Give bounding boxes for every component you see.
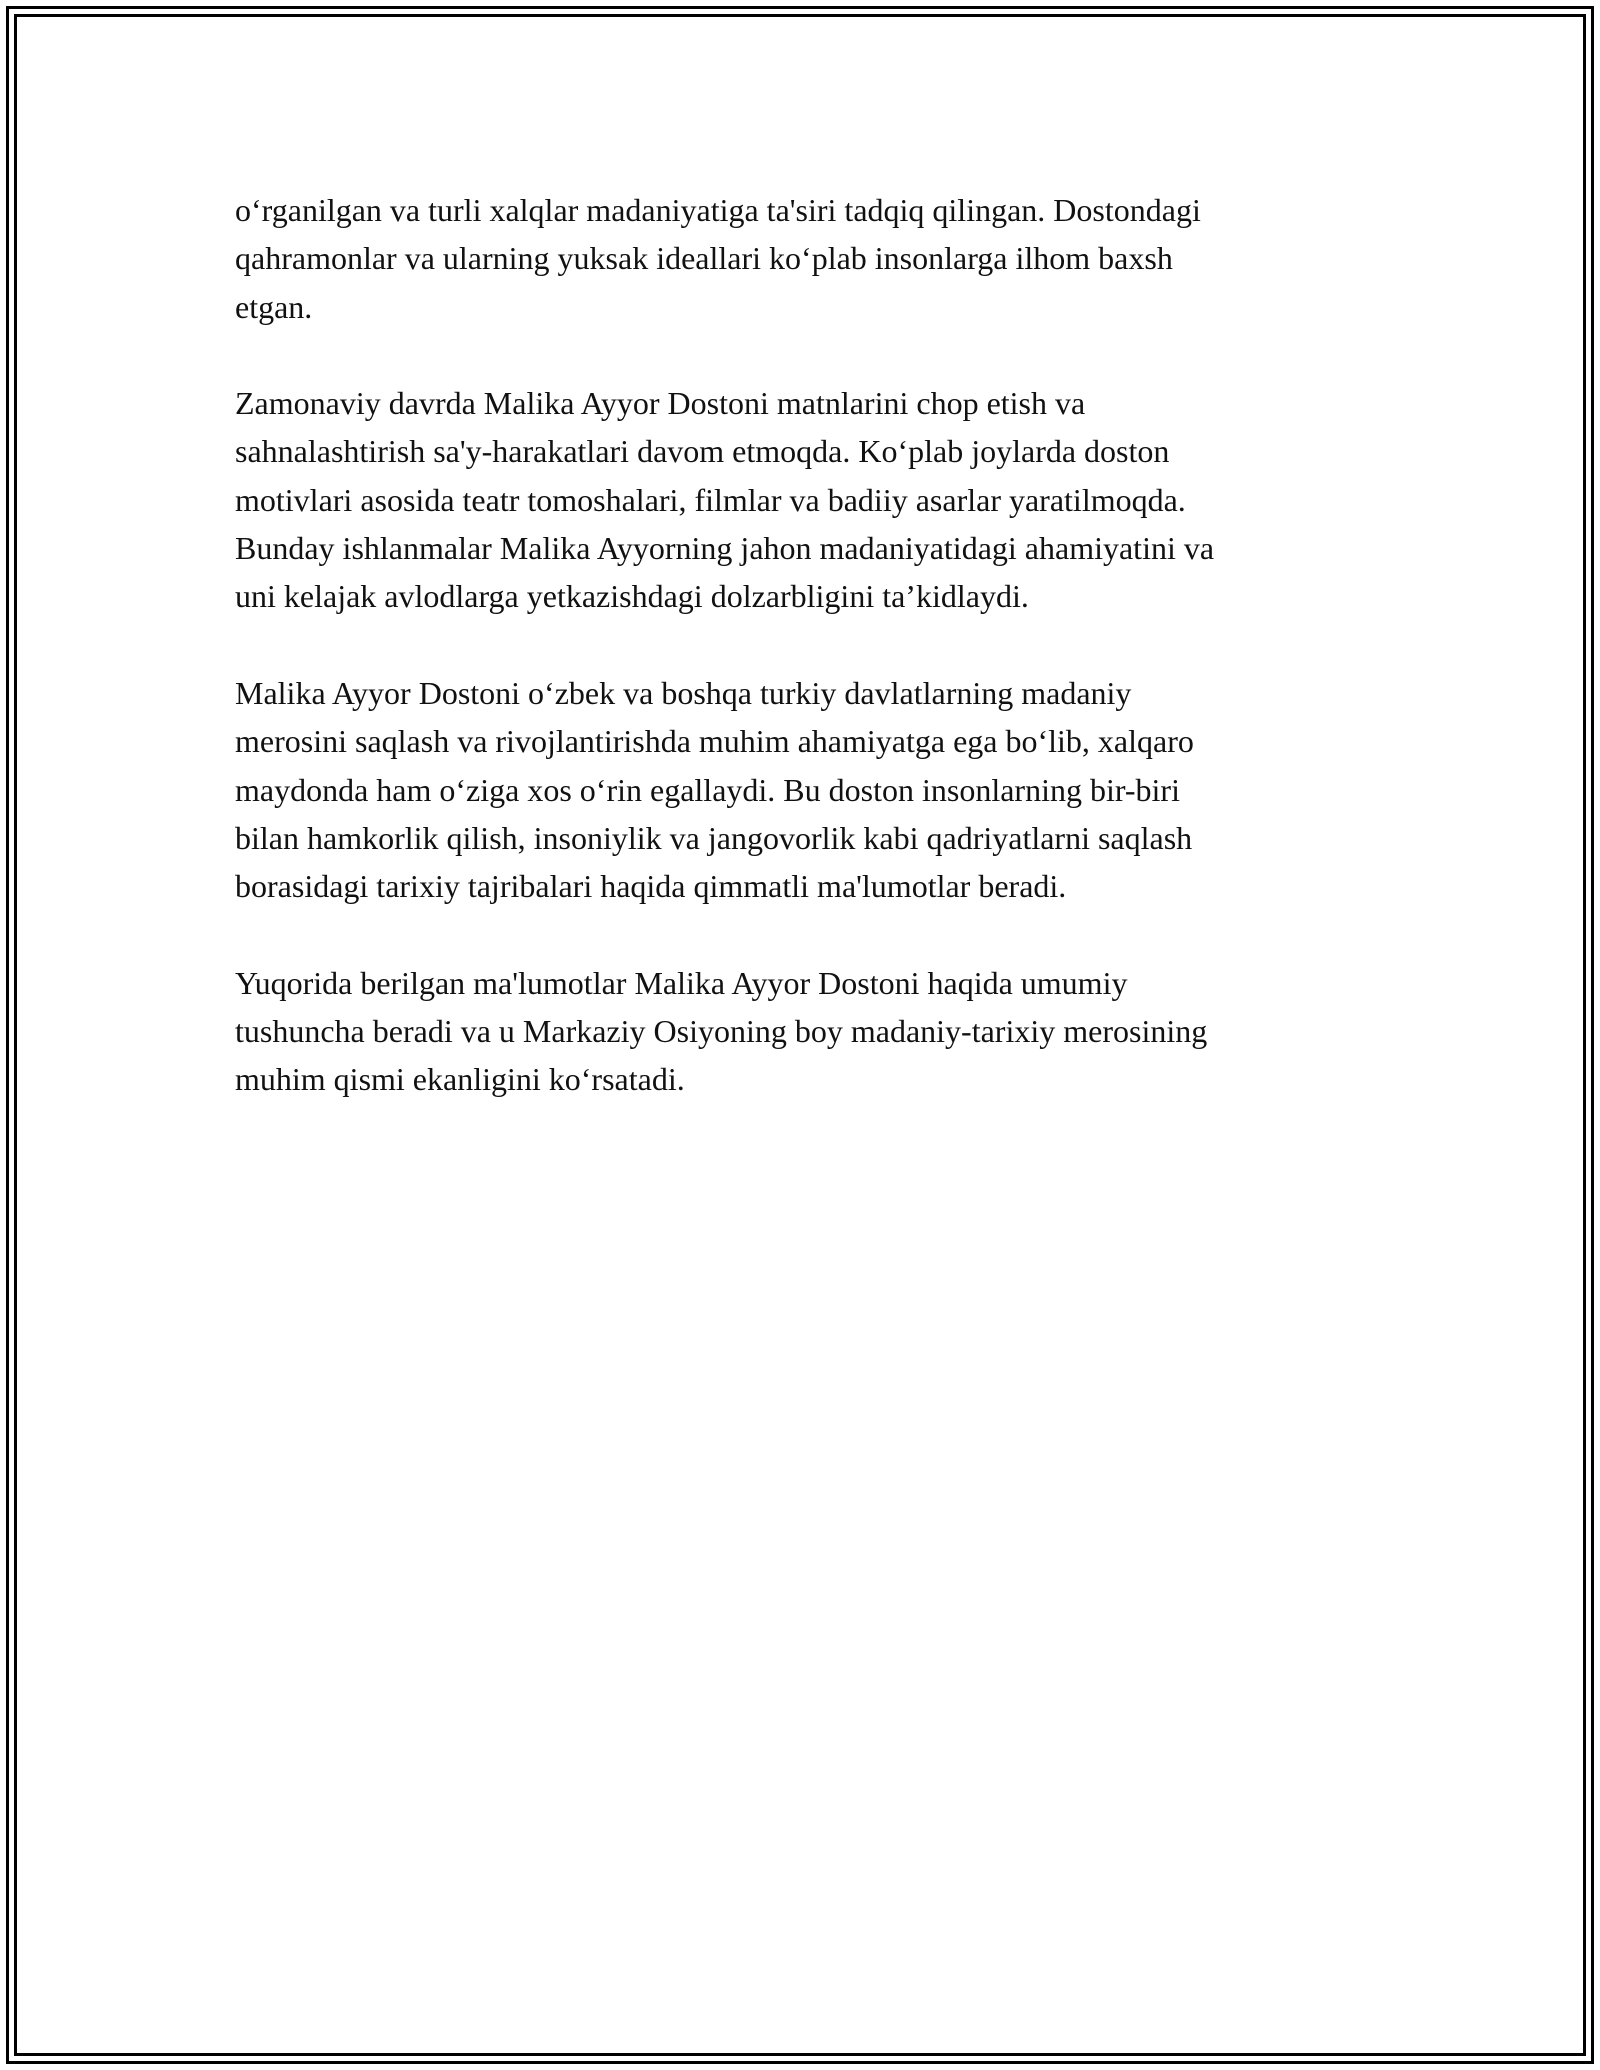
text-line: motivlari asosida teatr tomoshalari, filmlar va badiiy asarlar yaratilmoqda. xyxy=(235,481,1186,518)
paragraph-3 xyxy=(235,669,1375,910)
text-line: borasidagi tarixiy tajribalari haqida qimmatli ma'lumotlar beradi. xyxy=(235,868,1067,905)
text-line: bilan hamkorlik qilish, insoniylik va jangovorlik kabi qadriyatlarni saqlash xyxy=(235,819,1193,856)
document-body xyxy=(235,186,1375,1152)
text-line: uni kelajak avlodlarga yetkazishdagi dolzarbligini ta’kidlaydi. xyxy=(235,578,1029,615)
text-line: muhim qismi ekanligini ko‘rsatadi. xyxy=(235,1061,685,1098)
text-line: merosini saqlash va rivojlantirishda muhim ahamiyatga ega bo‘lib, xalqaro xyxy=(235,723,1194,760)
text-line: o‘rganilgan va turli xalqlar madaniyatiga ta'siri tadqiq qilingan. Dostondagi xyxy=(235,192,1201,228)
text-line: sahnalashtirish sa'y-harakatlari davom etmoqda. Ko‘plab joylarda doston xyxy=(235,433,1170,470)
text-line: Malika Ayyor Dostoni o‘zbek va boshqa turkiy davlatlarning madaniy xyxy=(235,674,1132,711)
paragraph-4 xyxy=(235,959,1375,1104)
paragraph-2 xyxy=(235,379,1375,620)
text-line: tushuncha beradi va u Markaziy Osiyoning boy madaniy-tarixiy merosining xyxy=(235,1013,1208,1050)
paragraph-1 xyxy=(235,186,1375,331)
text-line: Bunday ishlanmalar Malika Ayyorning jahon madaniyatidagi ahamiyatini va xyxy=(235,530,1215,567)
text-line: maydonda ham o‘ziga xos o‘rin egallaydi. Bu doston insonlarning bir-biri xyxy=(235,771,1180,808)
text-line: etgan. xyxy=(235,288,313,325)
text-line: Zamonaviy davrda Malika Ayyor Dostoni matnlarini chop etish va xyxy=(235,385,1086,422)
text-line: qahramonlar va ularning yuksak ideallari ko‘plab insonlarga ilhom baxsh xyxy=(235,240,1173,277)
text-line: Yuqorida berilgan ma'lumotlar Malika Ayyor Dostoni haqida umumiy xyxy=(235,964,1128,1001)
